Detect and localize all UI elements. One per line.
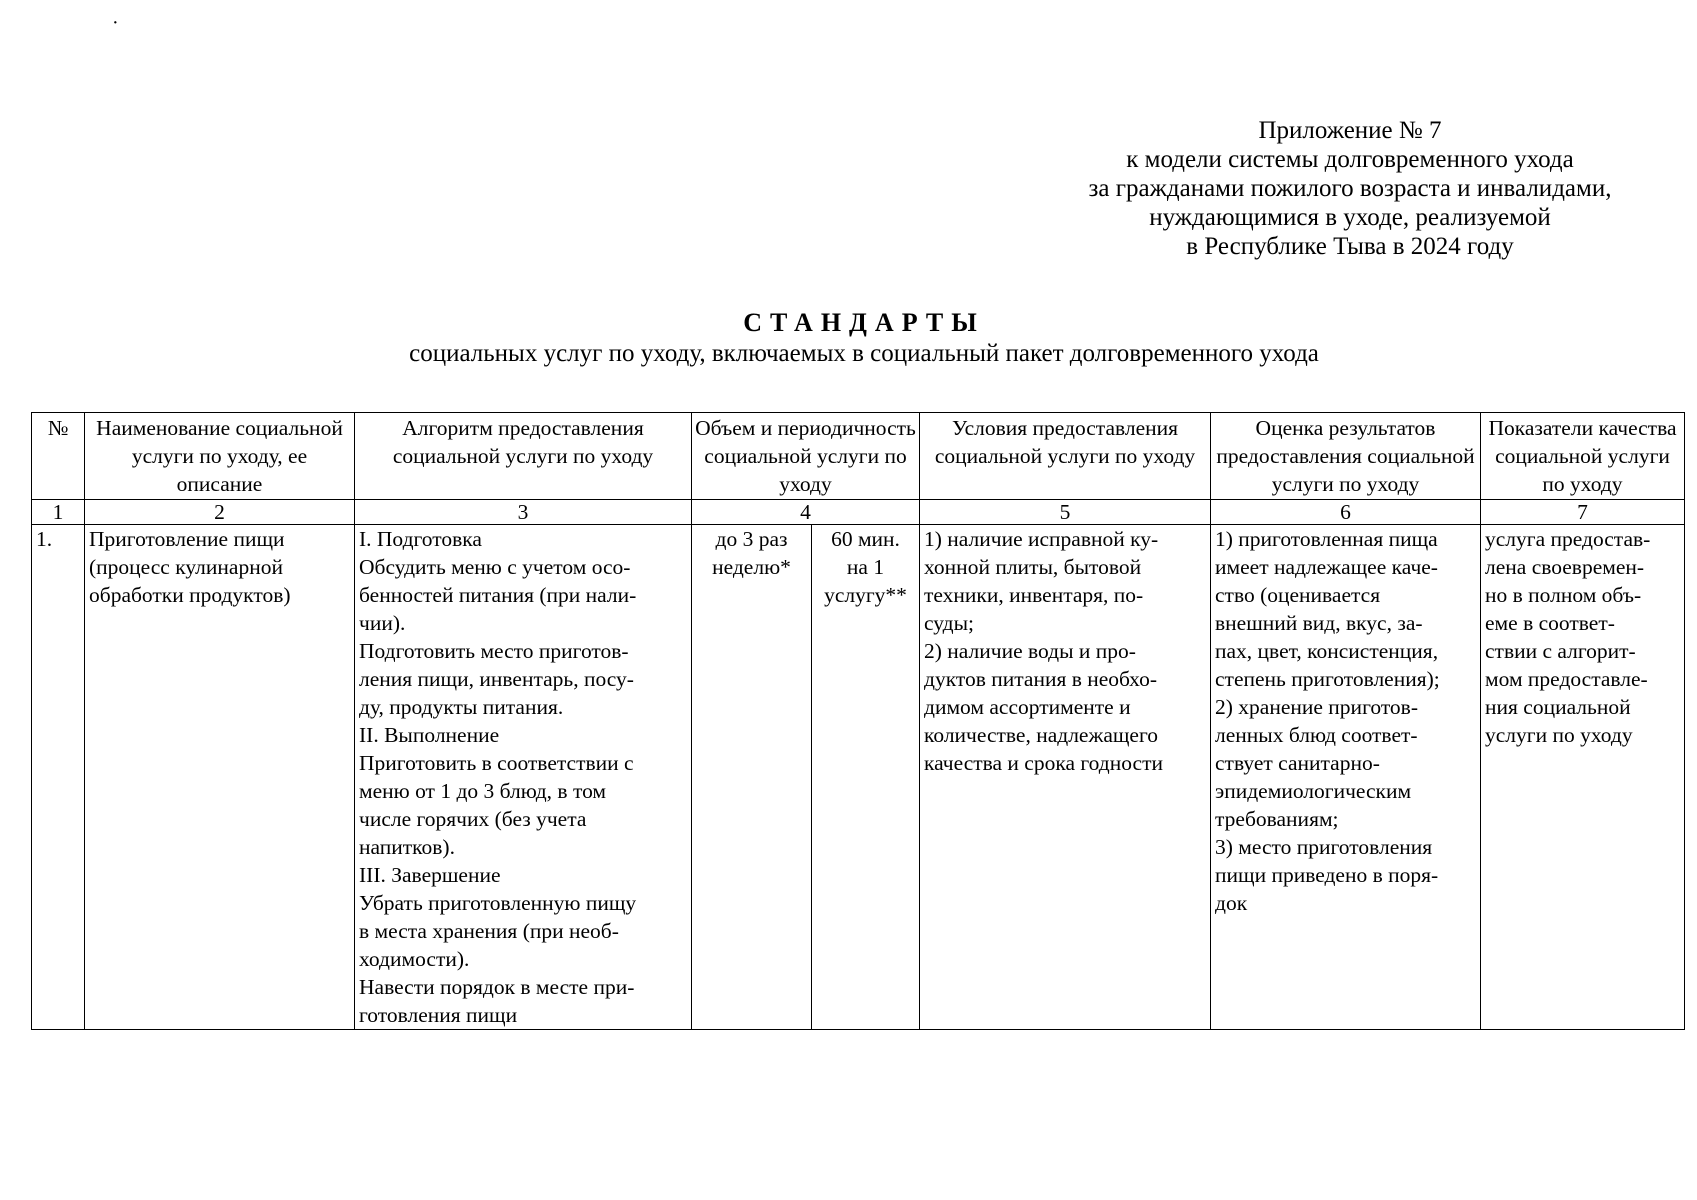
conditions-line: дуктов питания в необхо-	[924, 667, 1158, 691]
quality-cell	[1481, 525, 1685, 1030]
evaluation-line: 1) приготовленная пища	[1215, 527, 1438, 551]
evaluation-line: требованиям;	[1215, 807, 1339, 831]
appendix-line: в Республике Тыва в 2024 году	[1186, 233, 1514, 260]
evaluation-line: пах, цвет, консистенция,	[1215, 639, 1439, 663]
algorithm-line: чии).	[359, 611, 406, 635]
conditions-line: суды;	[924, 611, 975, 635]
conditions-line: техники, инвентаря, по-	[924, 583, 1144, 607]
column-number: 5	[920, 500, 1211, 525]
appendix-line: нуждающимися в уходе, реализуемой	[1149, 204, 1551, 231]
evaluation-line: ствует санитарно-	[1215, 751, 1380, 775]
evaluation-line: эпидемиологическим	[1215, 779, 1412, 803]
header-service-name: Наименование социальной услуги по уходу, ее описание	[85, 413, 355, 500]
quality-line: но в полном объ-	[1485, 583, 1642, 607]
duration-line: 60 мин.	[831, 527, 900, 551]
algorithm-line: III. Завершение	[359, 863, 501, 887]
service-name-line: (процесс кулинарной	[89, 555, 283, 579]
column-number: 3	[355, 500, 692, 525]
algorithm-line: Обсудить меню с учетом осо-	[359, 555, 631, 579]
algorithm-cell	[355, 525, 692, 1030]
appendix-line: за гражданами пожилого возраста и инвалидами,	[1088, 175, 1612, 202]
table-row	[32, 525, 1685, 1030]
evaluation-line: степень приготовления);	[1215, 667, 1440, 691]
service-name-line: Приготовление пищи	[89, 527, 285, 551]
appendix-line: к модели системы долговременного ухода	[1126, 146, 1574, 173]
evaluation-line: 3) место приготовления	[1215, 835, 1433, 859]
quality-line: мом предоставле-	[1485, 667, 1648, 691]
evaluation-line: внешний вид, вкус, за-	[1215, 611, 1423, 635]
header-algorithm: Алгоритм предоставления социальной услуги по уходу	[355, 413, 692, 500]
algorithm-line: I. Подготовка	[359, 527, 482, 551]
evaluation-line: док	[1215, 891, 1248, 915]
row-number: 1.	[32, 525, 85, 1030]
evaluation-line: пищи приведено в поря-	[1215, 863, 1439, 887]
quality-line: услуги по уходу	[1485, 723, 1633, 747]
frequency-cell	[692, 525, 812, 1030]
algorithm-line: числе горячих (без учета	[359, 807, 587, 831]
quality-line: еме в соответ-	[1485, 611, 1615, 635]
duration-cell	[812, 525, 920, 1030]
quality-line: лена своевремен-	[1485, 555, 1645, 579]
header-number: №	[32, 413, 85, 500]
duration-line: на 1	[846, 555, 885, 579]
column-number: 7	[1481, 500, 1685, 525]
evaluation-line: ство (оценивается	[1215, 583, 1381, 607]
algorithm-line: напитков).	[359, 835, 455, 859]
header-conditions: Условия предоставления социальной услуги по уходу	[920, 413, 1211, 500]
column-number-row	[32, 500, 1685, 525]
header-volume-frequency: Объем и периодичность социальной услуги по уходу	[692, 413, 920, 500]
column-number: 1	[32, 500, 85, 525]
conditions-line: количестве, надлежащего	[924, 723, 1158, 747]
document-title: СТАНДАРТЫ	[743, 308, 985, 337]
evaluation-cell	[1211, 525, 1481, 1030]
algorithm-line: Навести порядок в месте при-	[359, 975, 635, 999]
conditions-line: хонной плиты, бытовой	[924, 555, 1142, 579]
conditions-line: димом ассортименте и	[924, 695, 1131, 719]
document-subtitle: социальных услуг по уходу, включаемых в социальный пакет долговременного ухода	[409, 340, 1319, 367]
quality-line: ния социальной	[1485, 695, 1631, 719]
standards-table	[31, 412, 1685, 1030]
frequency-line: до 3 раз	[715, 527, 788, 551]
algorithm-line: ду, продукты питания.	[359, 695, 564, 719]
algorithm-line: II. Выполнение	[359, 723, 500, 747]
column-number: 2	[85, 500, 355, 525]
appendix-block	[1000, 116, 1697, 261]
header-quality: Показатели качества социальной услуги по уходу	[1481, 413, 1685, 500]
algorithm-line: Приготовить в соответствии с	[359, 751, 634, 775]
scan-speck: ·	[112, 12, 119, 34]
conditions-line: 2) наличие воды и про-	[924, 639, 1136, 663]
algorithm-line: в места хранения (при необ-	[359, 919, 619, 943]
conditions-line: 1) наличие исправной ку-	[924, 527, 1159, 551]
header-evaluation: Оценка результатов предоставления социальной услуги по уходу	[1211, 413, 1481, 500]
column-number: 4	[692, 500, 920, 525]
appendix-line: Приложение № 7	[1258, 117, 1442, 144]
evaluation-line: ленных блюд соответ-	[1215, 723, 1418, 747]
duration-line: услугу**	[824, 583, 907, 607]
evaluation-line: имеет надлежащее каче-	[1215, 555, 1438, 579]
algorithm-line: ления пищи, инвентарь, посу-	[359, 667, 634, 691]
header-row	[32, 413, 1685, 500]
quality-line: ствии с алгорит-	[1485, 639, 1636, 663]
conditions-line: качества и срока годности	[924, 751, 1163, 775]
algorithm-line: готовления пищи	[359, 1003, 518, 1027]
evaluation-line: 2) хранение приготов-	[1215, 695, 1418, 719]
column-number: 6	[1211, 500, 1481, 525]
algorithm-line: ходимости).	[359, 947, 470, 971]
frequency-line: неделю*	[712, 555, 791, 579]
algorithm-line: бенностей питания (при нали-	[359, 583, 637, 607]
algorithm-line: меню от 1 до 3 блюд, в том	[359, 779, 607, 803]
algorithm-line: Подготовить место приготов-	[359, 639, 629, 663]
algorithm-line: Убрать приготовленную пищу	[359, 891, 637, 915]
quality-line: услуга предостав-	[1485, 527, 1651, 551]
service-name-cell	[85, 525, 355, 1030]
conditions-cell	[920, 525, 1211, 1030]
service-name-line: обработки продуктов)	[89, 583, 291, 607]
